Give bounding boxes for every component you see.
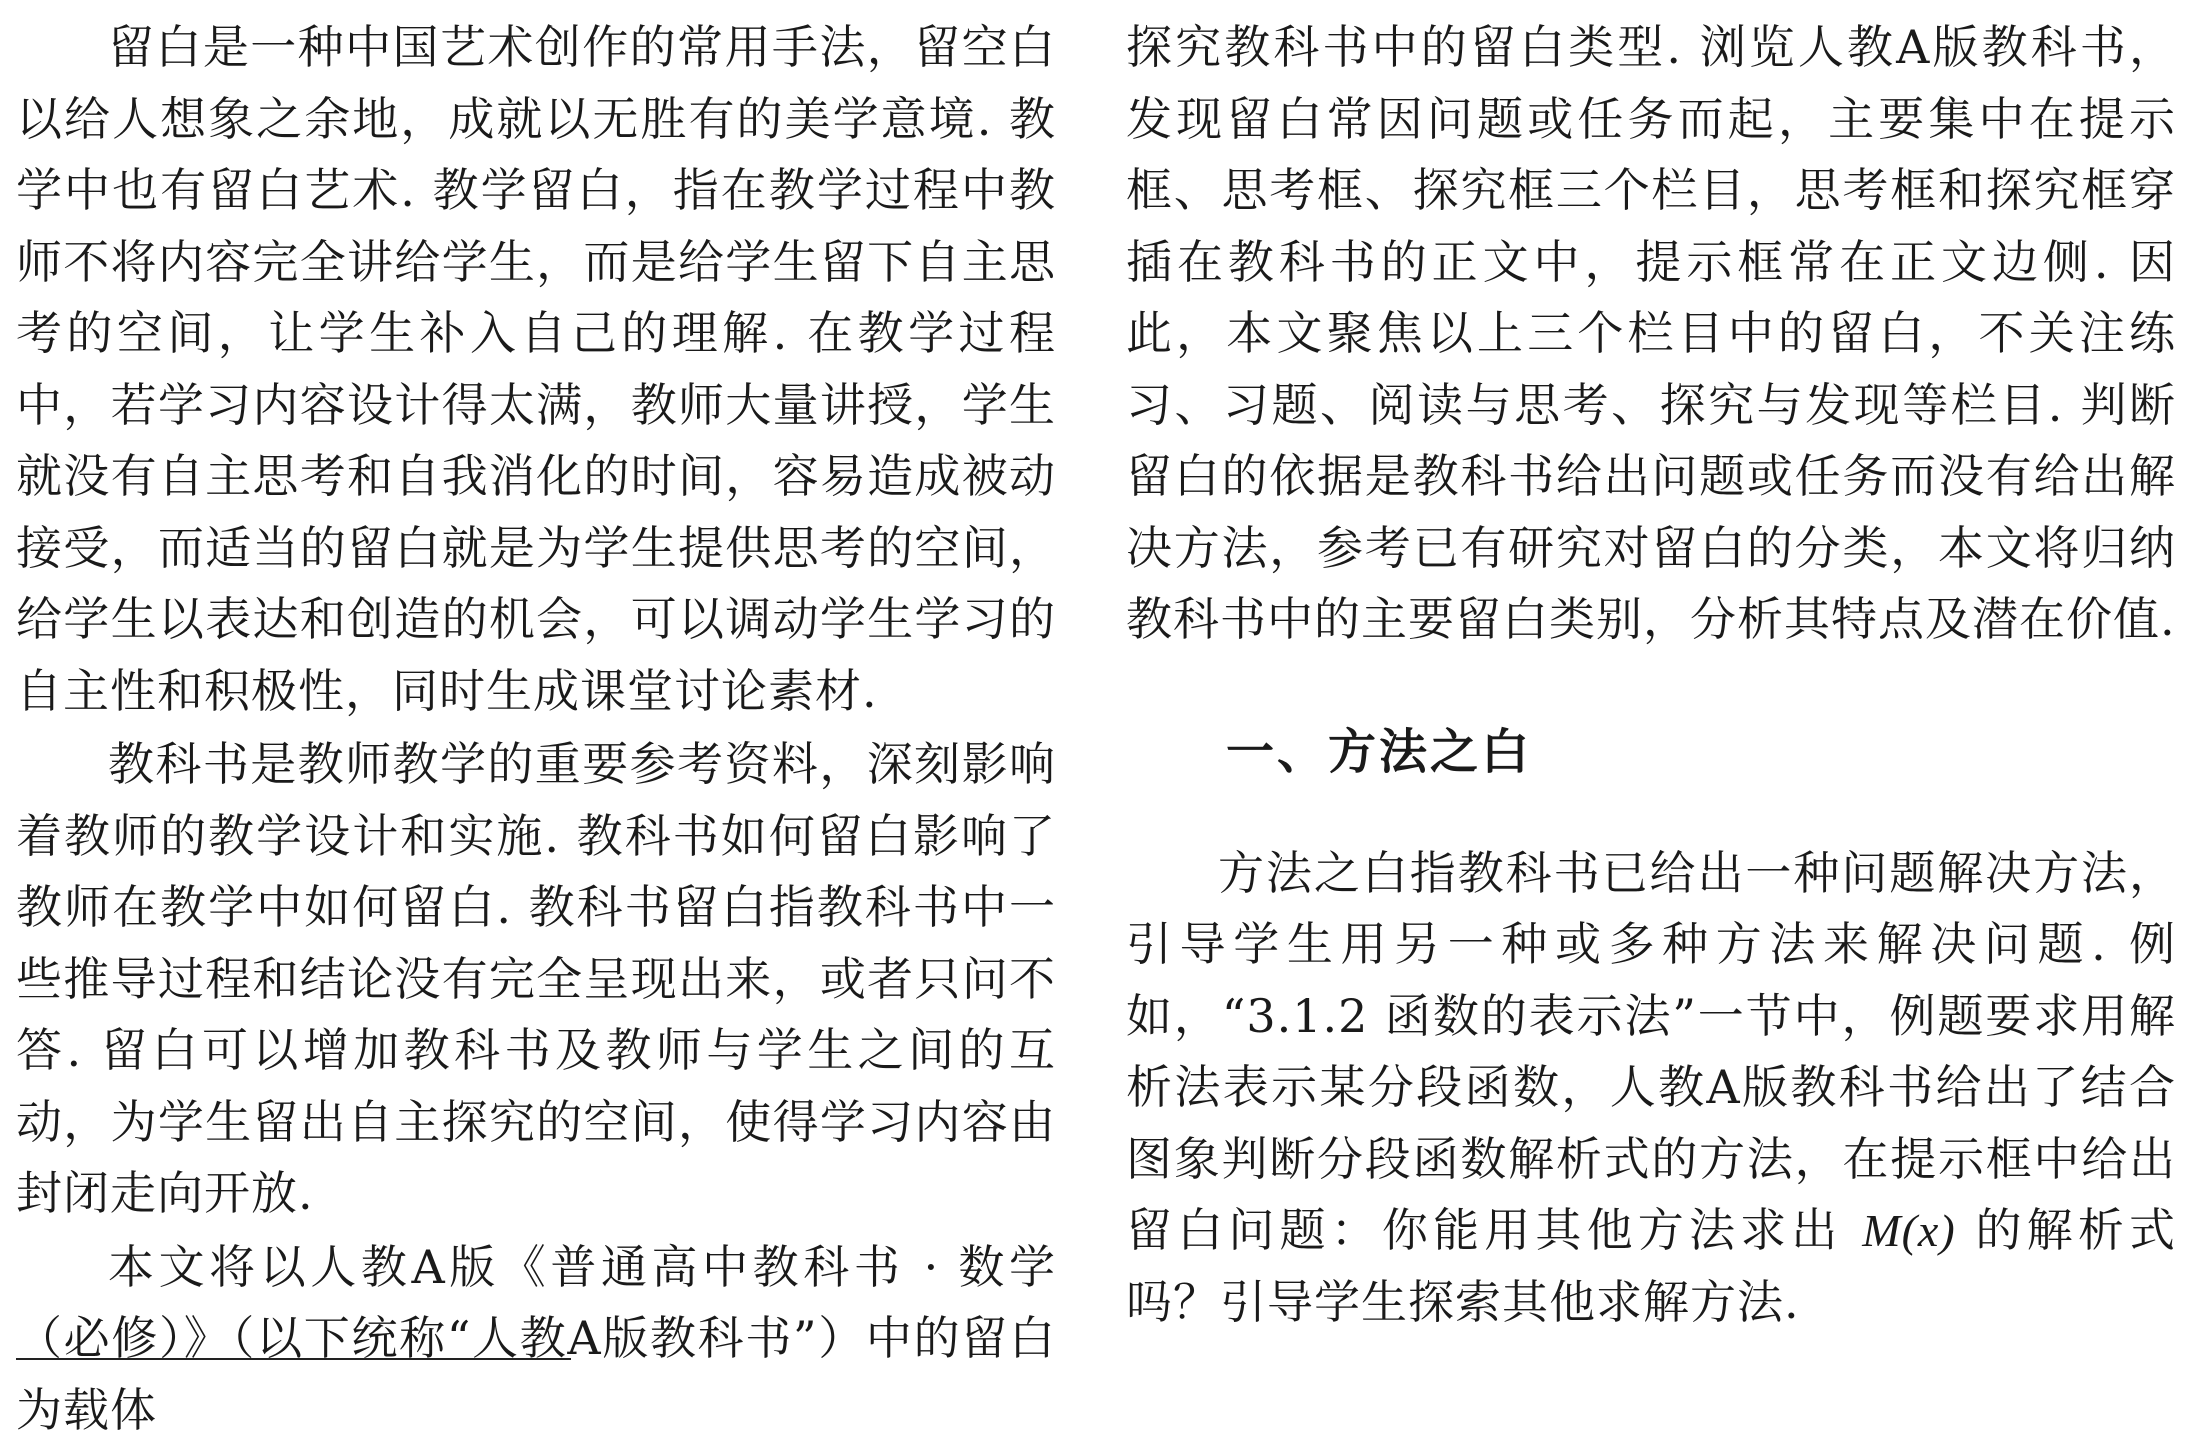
method-text-before: 方法之白指教科书已给出一种问题解决方法，引导学生用另一种或多种方法来解决问题. 例如，“3.1.2 函数的表示法”一节中，例题要求用解析法表示某分段函数，人教A版教科书给出了结合图象判断分段函数解析式的方法，在提示框中给出留白问题：你能用其他方法求出 — [1126, 846, 2176, 1258]
method-text-after: 的解析式吗？引导学生探索其他求解方法. — [1126, 1203, 2176, 1329]
footnote-separator — [16, 1358, 571, 1360]
method-paragraph — [1126, 838, 2176, 1339]
intro-paragraph-1: 留白是一种中国艺术创作的常用手法，留空白以给人想象之余地，成就以无胜有的美学意境. 教学中也有留白艺术. 教学留白，指在教学过程中教师不将内容完全讲给学生，而是给学生留下自主思考的空间，让学生补入自己的理解. 在教学过程中，若学习内容设计得太满，教师大量讲授，学生就没有自主思考和自我消化的时间，容易造成被动接受，而适当的留白就是为学生提供思考的空间，给学生以表达和创造的机会，可以调动学生学习的自主性和积极性，同时生成课堂讨论素材. — [16, 12, 1056, 727]
section-heading: 一、方法之白 — [1126, 716, 2176, 788]
left-column — [16, 12, 1056, 1446]
intro-paragraph-2: 教科书是教师教学的重要参考资料，深刻影响着教师的教学设计和实施. 教科书如何留白影响了教师在教学中如何留白. 教科书留白指教科书中一些推导过程和结论没有完全呈现出来，或者只问不答. 留白可以增加教科书及教师与学生之间的互动，为学生留出自主探究的空间，使得学习内容由封闭走向开放. — [16, 729, 1056, 1230]
right-column — [1126, 12, 2176, 1338]
math-expression: M(x) — [1862, 1205, 1955, 1256]
intro-paragraph-3: 本文将以人教A版《普通高中教科书 · 数学（必修）》（以下统称“人教A版教科书”）中的留白为载体 — [16, 1232, 1056, 1446]
continued-paragraph: 探究教科书中的留白类型. 浏览人教A版教科书，发现留白常因问题或任务而起，主要集中在提示框、思考框、探究框三个栏目，思考框和探究框穿插在教科书的正文中，提示框常在正文边侧. 因此，本文聚焦以上三个栏目中的留白，不关注练习、习题、阅读与思考、探究与发现等栏目. 判断留白的依据是教科书给出问题或任务而没有给出解决方法，参考已有研究对留白的分类，本文将归纳教科书中的主要留白类别，分析其特点及潜在价值. — [1126, 12, 2176, 656]
